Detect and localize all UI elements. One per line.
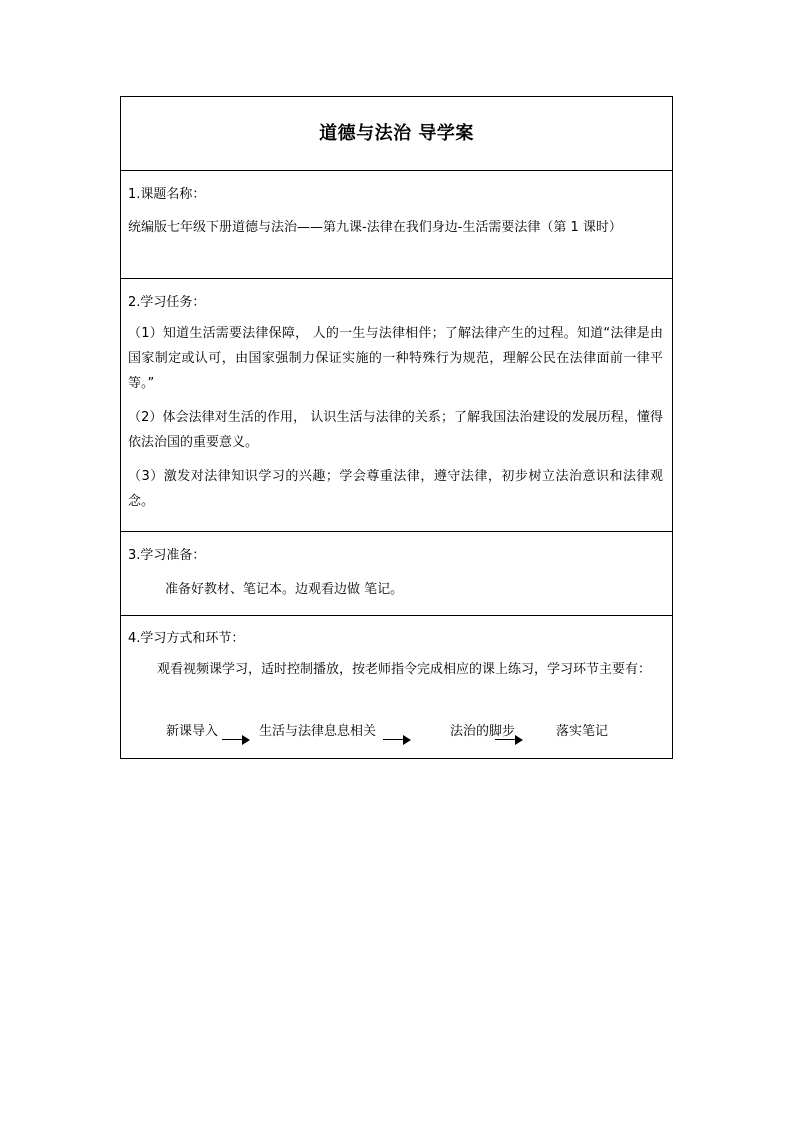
preparation-section xyxy=(121,532,672,616)
method-text: 观看视频课学习，适时控制播放，按老师指令完成相应的课上练习，学习环节主要有： xyxy=(157,662,652,677)
lesson-plan-table xyxy=(120,96,673,759)
topic-text: 统编版七年级下册道德与法治——第九课-法律在我们身边-生活需要法律（第 1 课时） xyxy=(128,220,622,235)
preparation-heading: 3.学习准备： xyxy=(128,548,206,563)
tasks-section xyxy=(121,279,672,532)
task-item-2: （2）体会法律对生活的作用， 认识生活与法律的关系；了解我国法治建设的发展历程，懂得依法治国的重要意义。 xyxy=(128,410,663,450)
step-rule-of-law: 法治的脚步 xyxy=(450,724,516,739)
method-section xyxy=(121,616,672,760)
title-row xyxy=(121,97,672,171)
method-heading: 4.学习方式和环节： xyxy=(128,631,245,646)
tasks-heading: 2.学习任务： xyxy=(128,295,206,310)
arrow-right-icon xyxy=(495,734,523,746)
page-title: 道德与法治 导学案 xyxy=(319,123,474,144)
step-notes: 落实笔记 xyxy=(556,724,609,739)
step-intro: 新课导入 xyxy=(166,724,219,739)
topic-heading: 1.课题名称： xyxy=(128,187,206,202)
topic-section xyxy=(121,171,672,279)
preparation-text: 准备好教材、笔记本。边观看边做 笔记。 xyxy=(165,582,404,597)
step-life-and-law: 生活与法律息息相关 xyxy=(259,724,377,739)
task-item-1: （1）知道生活需要法律保障， 人的一生与法律相伴；了解法律产生的过程。知道“法律是由国家制定或认可，由国家强制力保证实施的一种特殊行为规范，理解公民在法律面前一律平等。” xyxy=(128,326,663,391)
arrow-right-icon xyxy=(222,734,250,746)
arrow-right-icon xyxy=(383,734,411,746)
learning-steps-flow xyxy=(121,720,672,752)
task-item-3: （3）激发对法律知识学习的兴趣；学会尊重法律，遵守法律，初步树立法治意识和法律观念。 xyxy=(128,469,663,509)
